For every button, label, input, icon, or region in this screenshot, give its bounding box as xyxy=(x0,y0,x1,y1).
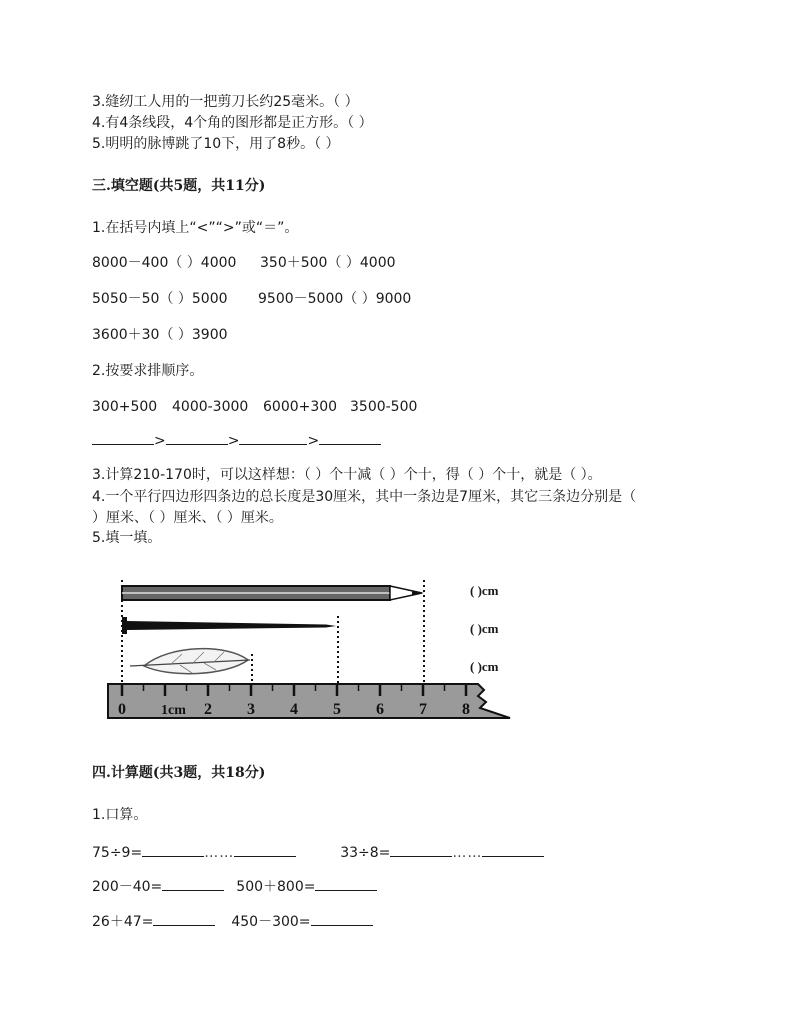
pencil-length-answer[interactable]: ( )cm xyxy=(470,583,499,598)
order-item: 300+500 xyxy=(92,399,158,415)
answer-blank[interactable] xyxy=(166,430,228,445)
order-item: 3500-500 xyxy=(350,399,418,415)
compare-expression: 350＋500（ ）4000 xyxy=(260,255,396,271)
answer-blank[interactable] xyxy=(390,842,452,857)
calc-row-3 xyxy=(92,911,373,932)
order-item: 4000-3000 xyxy=(172,399,249,415)
answer-blank[interactable] xyxy=(482,842,544,857)
calc-expression: 200－40= xyxy=(92,879,163,895)
calc-expression: 75÷9= xyxy=(92,845,143,861)
compare-expression: 5050－50（ ）5000 xyxy=(92,291,228,307)
answer-blank[interactable] xyxy=(234,842,296,857)
calc-row-1 xyxy=(92,842,544,863)
calc-expression: 26＋47= xyxy=(92,914,154,930)
calc-question-1-prompt: 1.口算。 xyxy=(92,807,148,823)
ruler-label: 8 xyxy=(462,701,470,718)
calc-row-2 xyxy=(92,876,377,897)
answer-blank[interactable] xyxy=(239,430,307,445)
pencil-icon xyxy=(122,586,424,600)
compare-expression: 3600＋30（ ）3900 xyxy=(92,327,228,343)
section-heading-calc: 四.计算题(共3题，共18分) xyxy=(92,765,266,781)
calc-expression: 450－300= xyxy=(231,914,311,930)
leaf-length-answer[interactable]: ( )cm xyxy=(470,659,499,674)
section-heading-fill: 三.填空题(共5题，共11分) xyxy=(92,178,266,194)
fill-question-4-line-1: 4.一个平行四边形四条边的总长度是30厘米，其中一条边是7厘米，其它三条边分别是（ xyxy=(92,489,637,505)
fill-question-2-prompt: 2.按要求排顺序。 xyxy=(92,363,204,379)
nail-length-answer[interactable]: ( )cm xyxy=(470,621,499,636)
compare-expression: 8000－400（ ）4000 xyxy=(92,255,237,271)
ruler-label: 2 xyxy=(204,701,212,718)
answer-blank[interactable] xyxy=(315,876,377,891)
answer-blank[interactable] xyxy=(311,911,373,926)
answer-blank[interactable] xyxy=(153,911,215,926)
answer-blank[interactable] xyxy=(92,430,154,445)
greater-sign: > xyxy=(227,433,240,449)
ruler-label: 7 xyxy=(419,701,427,718)
remainder-dots: …… xyxy=(204,845,235,861)
leaf-icon xyxy=(130,649,250,674)
ruler-label: 4 xyxy=(290,701,298,718)
answer-blank[interactable] xyxy=(162,876,224,891)
compare-expression: 9500－5000（ ）9000 xyxy=(258,291,412,307)
answer-blank[interactable] xyxy=(319,430,381,445)
ruler-label: 5 xyxy=(333,701,341,718)
answer-blank[interactable] xyxy=(142,842,204,857)
calc-expression: 33÷8= xyxy=(340,845,391,861)
fill-question-4-line-2: ）厘米、（ ）厘米、（ ）厘米。 xyxy=(92,510,283,526)
ruler-label: 1cm xyxy=(161,703,186,718)
order-item: 6000+300 xyxy=(263,399,338,415)
greater-sign: > xyxy=(307,433,320,449)
greater-sign: > xyxy=(154,433,166,449)
fill-question-1-prompt: 1.在括号内填上“<”“>”或“＝”。 xyxy=(92,220,299,236)
ruler-label: 3 xyxy=(247,701,255,718)
ruler-label: 0 xyxy=(118,701,126,718)
remainder-dots: …… xyxy=(452,845,483,861)
order-answer-line xyxy=(92,430,381,451)
ruler-figure xyxy=(100,572,520,722)
judge-question-5: 5.明明的脉博跳了10下，用了8秒。（ ） xyxy=(92,136,340,152)
judge-question-3: 3.缝纫工人用的一把剪刀长约25毫米。（ ） xyxy=(92,94,359,110)
judge-question-4: 4.有4条线段，4个角的图形都是正方形。（ ） xyxy=(92,115,373,131)
nail-icon xyxy=(122,617,336,634)
calc-expression: 500＋800= xyxy=(236,879,316,895)
fill-question-3: 3.计算210-170时，可以这样想：（ ）个十减（ ）个十，得（ ）个十，就是（ ）。 xyxy=(92,467,602,483)
ruler-label: 6 xyxy=(376,701,384,718)
fill-question-5-prompt: 5.填一填。 xyxy=(92,530,162,546)
